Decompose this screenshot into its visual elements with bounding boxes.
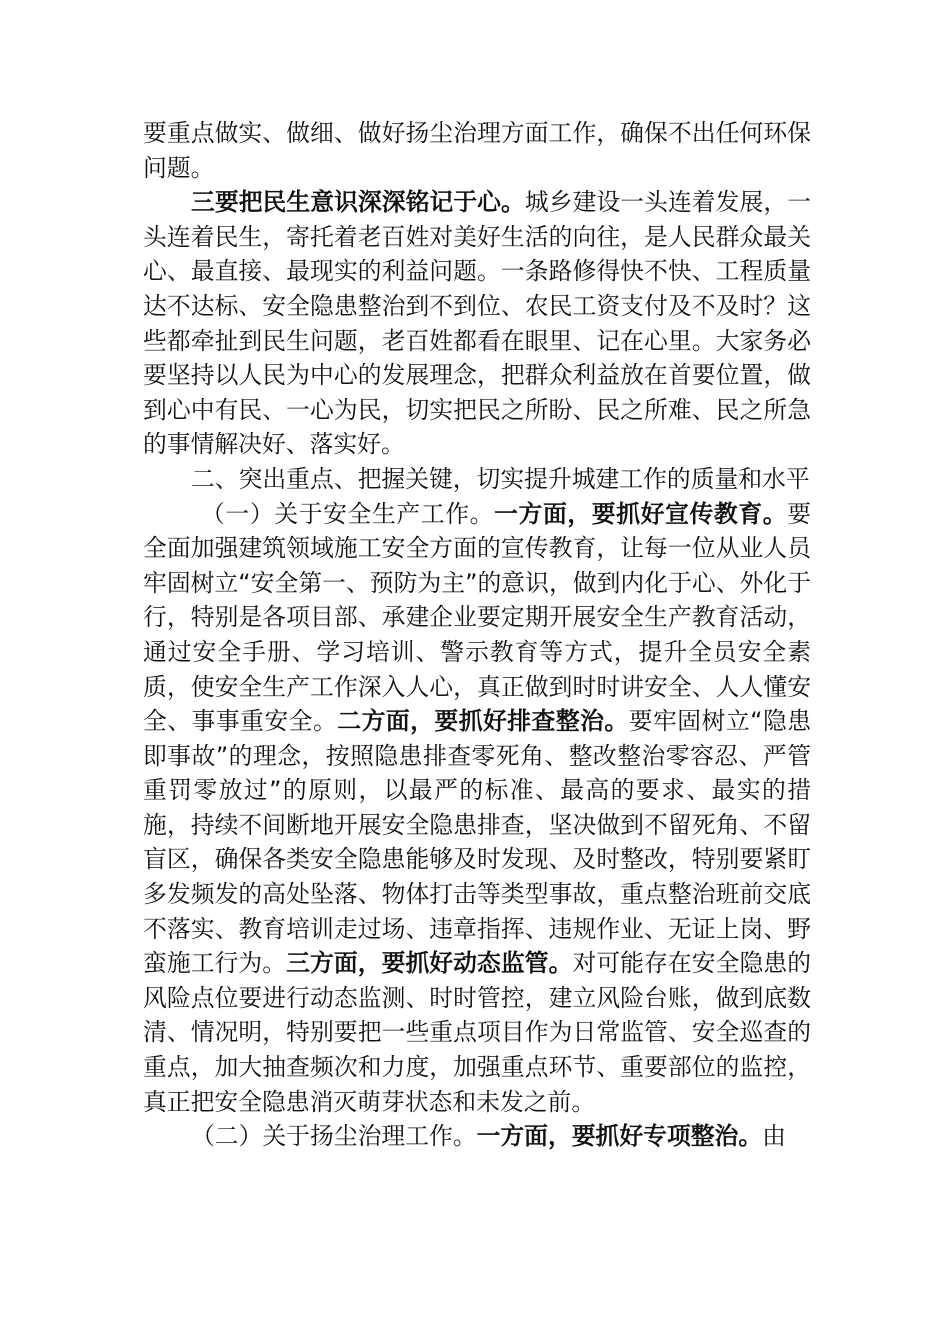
bold-heading-run: 一方面，要抓好专项整治。 — [476, 1122, 763, 1151]
bold-heading-run: 三方面，要抓好动态监管。 — [286, 949, 573, 978]
text-run: 由 — [762, 1122, 786, 1151]
section-heading-2 — [143, 462, 811, 497]
paragraph-safety-production — [143, 497, 811, 1120]
paragraph-2 — [143, 185, 811, 462]
text-run: （一）关于安全生产工作。 — [201, 499, 495, 528]
paragraph-1 — [143, 116, 811, 185]
text-run: 要牢固树立“隐患即事故”的理念，按照隐患排查零死角、整改整治零容忍、严管重罚零放过”的原则，以最严的标准、最高的要求、最实的措施，持续不间断地开展安全隐患排查，坚决做到不留死角、不留盲区，确保各类安全隐患能够及时发现、及时整改，特别要紧盯多发频发的高处坠落、物体打击等类型事故，重点整治班前交底不落实、教育培训走过场、违章指挥、违规作业、无证上岗、野蛮施工行为。 — [143, 707, 812, 978]
paragraph-dust-control — [143, 1119, 811, 1154]
text-run: 对可能存在安全隐患的风险点位要进行动态监测、时时管控，建立风险台账，做到底数清、情况明，特别要把一些重点项目作为日常监管、安全巡查的重点，加大抽查频次和力度，加强重点环节、重要部位的监控，真正把安全隐患消灭萌芽状态和未发之前。 — [143, 949, 811, 1116]
text-run: 二、突出重点、把握关键，切实提升城建工作的质量和水平 — [191, 464, 810, 493]
document-page — [143, 116, 811, 1154]
bold-heading-run: 三要把民生意识深深铭记于心。 — [191, 188, 525, 217]
bold-heading-run: 二方面，要抓好排查整治。 — [337, 707, 629, 736]
text-run: 城乡建设一头连着发展，一头连着民生，寄托着老百姓对美好生活的向往，是人民群众最关心、最直接、最现实的利益问题。一条路修得快不快、工程质量达不达标、安全隐患整治到不到位、农民工资支付及不及时？这些都牵扯到民生问题，老百姓都看在眼里、记在心里。大家务必要坚持以人民为中心的发展理念，把群众利益放在首要位置，做到心中有民、一心为民，切实把民之所盼、民之所难、民之所急的事情解决好、落实好。 — [143, 188, 812, 459]
bold-heading-run: 一方面，要抓好宣传教育。 — [494, 499, 788, 528]
text-run: 要全面加强建筑领域施工安全方面的宣传教育，让每一位从业人员牢固树立“安全第一、预防为主”的意识，做到内化于心、外化于行，特别是各项目部、承建企业要定期开展安全生产教育活动，通过安全手册、学习培训、警示教育等方式，提升全员安全素质，使安全生产工作深入人心，真正做到时时讲安全、人人懂安全、事事重安全。 — [143, 499, 812, 736]
text-run: （二）关于扬尘治理工作。 — [191, 1122, 477, 1151]
text-run: 要重点做实、做细、做好扬尘治理方面工作，确保不出任何环保问题。 — [143, 119, 811, 182]
